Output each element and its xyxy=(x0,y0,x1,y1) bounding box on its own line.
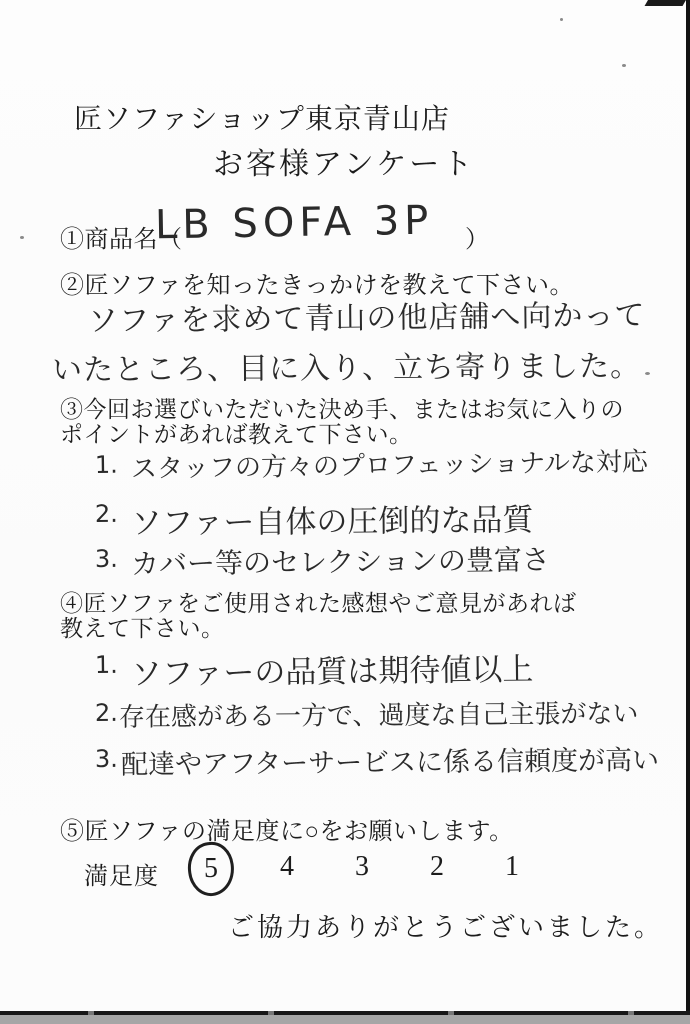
store-name: 匠ソファショップ東京青山店 xyxy=(74,104,450,135)
q4-answer-2-number: 2. xyxy=(94,698,118,727)
scan-artifact-bottom-strip xyxy=(0,1015,690,1024)
q3-answer-2-text: ソファー自体の圧倒的な品質 xyxy=(130,502,534,542)
q3-answer-3-number: 3. xyxy=(94,544,118,573)
q2-label: ②匠ソファを知ったきっかけを教えて下さい。 xyxy=(60,273,575,299)
scan-artifact-top-sliver xyxy=(645,0,686,6)
q3-label-line2: ポイントがあれば教えて下さい。 xyxy=(60,422,413,447)
q3-answer-2-number: 2. xyxy=(94,499,118,528)
scan-speck xyxy=(560,18,563,21)
scan-speck xyxy=(20,236,24,239)
q5-label: ⑤匠ソファの満足度に○をお願いします。 xyxy=(60,819,514,845)
q4-label-line1: ④匠ソファをご使用された感想やご意見があれば xyxy=(60,591,577,616)
q1-close-paren: ） xyxy=(465,227,490,253)
q3-label xyxy=(60,397,624,447)
q4-answer-1 xyxy=(94,649,534,693)
scan-artifact-right-edge xyxy=(686,0,690,1016)
q1-label: ①商品名（ xyxy=(60,227,183,253)
q4-answer-1-text: ソファーの品質は期待値以上 xyxy=(130,651,534,693)
rating-option-4: 4 xyxy=(280,851,294,882)
rating-option-1: 1 xyxy=(505,851,519,882)
q4-answer-3-number: 3. xyxy=(94,744,118,773)
q4-answer-1-number: 1. xyxy=(94,650,119,679)
form-title: お客様アンケート xyxy=(213,148,476,181)
scan-speck xyxy=(622,64,626,67)
q4-answer-3-text: 配達やアフターサービスに係る信頼度が高い xyxy=(120,745,660,781)
scan-speck xyxy=(645,372,650,375)
q3-answer-1 xyxy=(94,447,649,491)
q4-label xyxy=(60,591,577,641)
q4-label-line2: 教えて下さい。 xyxy=(60,616,225,641)
q4-answer-2-text: 存在感がある一方で、過度な自己主張がない xyxy=(118,699,639,733)
rating-option-5: 5 xyxy=(204,853,218,884)
q3-answer-3-text: カバー等のセレクションの豊富さ xyxy=(130,543,551,581)
q1-answer-handwritten: LB SOFA 3P xyxy=(154,197,434,249)
q2-answer-line1: ソファを求めて青山の他店舗へ向かって xyxy=(87,298,646,339)
rating-label: 満足度 xyxy=(84,864,159,890)
q3-label-line1: ③今回お選びいただいた決め手、またはお気に入りの xyxy=(60,397,624,422)
rating-circle-mark xyxy=(185,839,237,898)
thank-you-message: ご協力ありがとうございました。 xyxy=(228,913,664,942)
rating-option-2: 2 xyxy=(430,851,444,882)
q3-answer-1-number: 1. xyxy=(94,450,119,479)
q3-answer-1-text: スタッフの方々のプロフェッショナルな対応 xyxy=(130,447,649,485)
q2-answer-line2: いたところ、目に入り、立ち寄りました。 xyxy=(51,348,642,389)
rating-option-3: 3 xyxy=(355,851,369,882)
